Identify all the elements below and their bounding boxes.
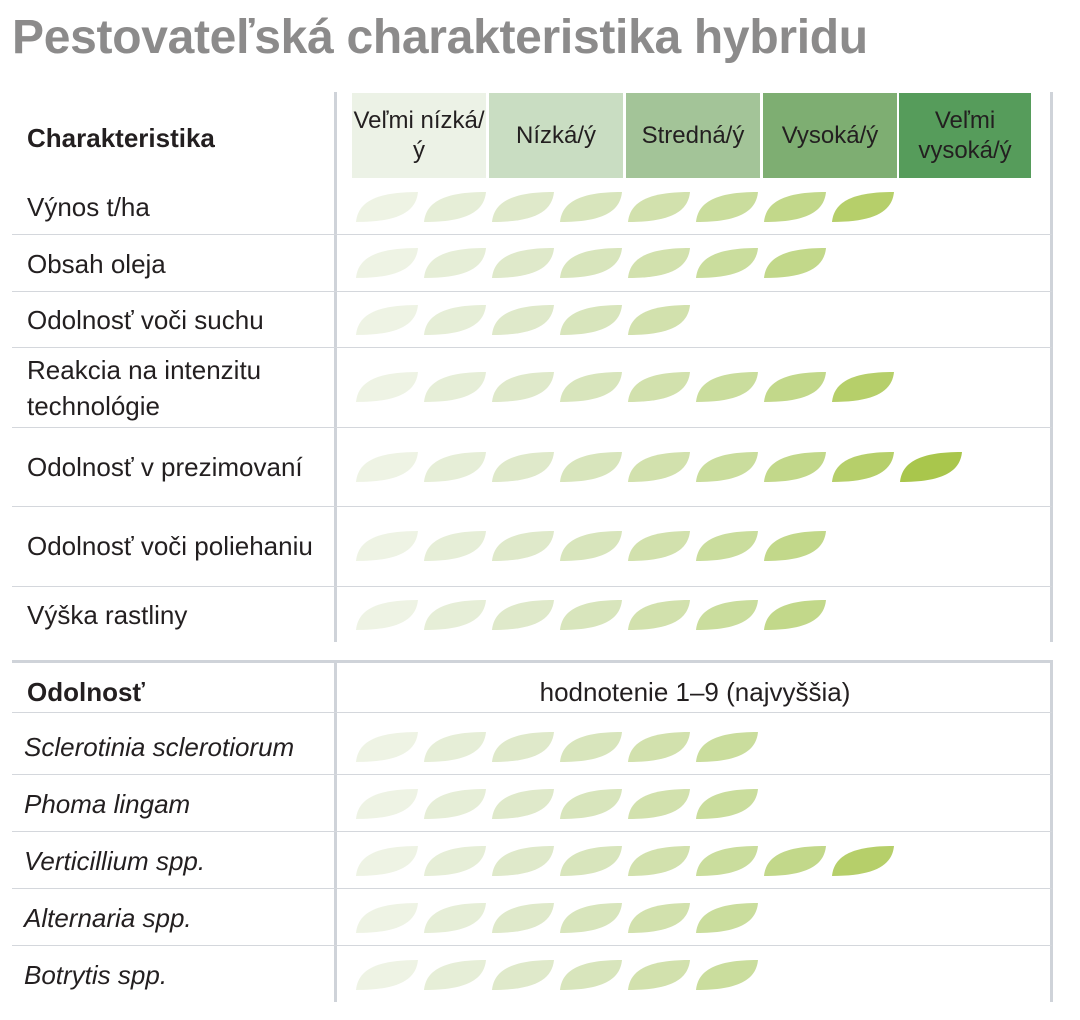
rating-leaf-icon [558,246,624,280]
level-high [763,93,897,178]
right-border [1050,662,1053,1002]
level-medium [626,93,760,178]
row-label [27,430,317,504]
rating-leaf-icon [354,598,420,632]
rating-leaf-icon [558,844,624,878]
rating-leaf-icon [354,450,420,484]
row-separator [12,291,1052,292]
rating-leaf-icon [558,958,624,992]
row-label-text: Reakcia na intenzitu technológie [27,355,262,421]
rating-leaf-icon [558,730,624,764]
rating-leaf-icon [422,370,488,404]
rating-leaf-icon [762,598,828,632]
rating-leaf-icon [422,958,488,992]
rating-leaf-icon [558,901,624,935]
rating-leaf-icon [354,730,420,764]
rating-leaf-icon [830,844,896,878]
rating-leaf-icon [490,190,556,224]
header-text: Odolnosť [27,677,145,707]
rating-leaf-icon [422,246,488,280]
row-label-text: Výška rastliny [27,600,188,630]
rating-leaf-icon [422,303,488,337]
row-label [24,725,329,769]
rating-leaf-icon [490,303,556,337]
rating-leaf-icon [354,190,420,224]
rating-leaf-icon [626,529,692,563]
rating-leaf-icon [558,450,624,484]
rating-leaf-icon [830,190,896,224]
rating-leaf-icon [354,303,420,337]
row-label [27,351,317,425]
rating-leaf-icon [898,450,964,484]
rating-leaf-icon [694,370,760,404]
rating-leaf-icon [354,901,420,935]
row-label-text: Odolnosť voči suchu [27,305,264,335]
rating-leaf-icon [354,787,420,821]
rating-leaf-icon [490,844,556,878]
row-label [24,839,329,883]
row-separator [12,945,1052,946]
rating-leaf-icon [354,958,420,992]
characteristics-header [27,118,215,158]
rating-leaf-icon [626,730,692,764]
rating-leaf-icon [626,901,692,935]
row-label [27,240,317,288]
rating-leaf-icon [558,370,624,404]
scale-note: hodnotenie 1–9 (najvyššia) [539,676,851,707]
column-divider [334,92,337,642]
row-separator [12,831,1052,832]
rating-leaf-icon [694,787,760,821]
column-divider [334,662,337,1002]
rating-leaf-icon [422,844,488,878]
rating-leaf-icon [490,901,556,935]
rating-leaf-icon [626,190,692,224]
row-label [27,509,317,583]
row-label-text: Výnos t/ha [27,192,150,222]
level-low [489,93,623,178]
row-label [24,782,329,826]
rating-leaf-icon [694,730,760,764]
rating-leaf-icon [762,190,828,224]
rating-leaf-icon [558,529,624,563]
rating-leaf-icon [422,450,488,484]
row-label [24,953,329,997]
rating-leaf-icon [694,958,760,992]
row-separator [12,347,1052,348]
rating-leaf-icon [490,787,556,821]
rating-leaf-icon [422,529,488,563]
rating-leaf-icon [626,787,692,821]
row-label [27,296,317,344]
rating-leaf-icon [762,450,828,484]
rating-leaf-icon [558,190,624,224]
row-label-text: Odolnosť v prezimovaní [27,452,303,482]
row-label-text: Verticillium spp. [24,846,206,876]
rating-leaf-icon [626,450,692,484]
row-separator [12,506,1052,507]
row-label-text: Obsah oleja [27,249,166,279]
rating-leaf-icon [626,958,692,992]
rating-leaf-icon [626,598,692,632]
page-title: Pestovateľská charakteristika hybridu [12,11,868,64]
rating-leaf-icon [694,450,760,484]
row-label-text: Alternaria spp. [24,903,192,933]
level-label: Vysoká/ý [781,121,879,149]
header-separator [12,712,1052,713]
row-separator [12,888,1052,889]
rating-leaf-icon [490,370,556,404]
level-label: Veľmi vysoká/ý [918,106,1012,164]
rating-leaf-icon [422,598,488,632]
rating-leaf-icon [490,730,556,764]
rating-leaf-icon [694,598,760,632]
rating-leaf-icon [762,529,828,563]
rating-leaf-icon [694,190,760,224]
rating-leaf-icon [490,529,556,563]
rating-leaf-icon [830,450,896,484]
row-separator [12,234,1052,235]
rating-leaf-icon [558,598,624,632]
rating-leaf-icon [422,787,488,821]
row-label-text: Odolnosť voči poliehaniu [27,531,313,561]
row-label [27,182,317,232]
rating-leaf-icon [354,246,420,280]
rating-leaf-icon [694,246,760,280]
rating-leaf-icon [626,246,692,280]
rating-leaf-icon [558,787,624,821]
row-label-text: Sclerotinia sclerotiorum [24,732,295,762]
rating-leaf-icon [626,303,692,337]
rating-leaf-icon [626,370,692,404]
rating-leaf-icon [762,844,828,878]
row-label-text: Botrytis spp. [24,960,168,990]
rating-leaf-icon [694,901,760,935]
rating-leaf-icon [558,303,624,337]
level-label: Veľmi nízká/ý [353,106,485,164]
rating-leaf-icon [694,844,760,878]
rating-leaf-icon [830,370,896,404]
level-very-low [352,93,486,178]
rating-leaf-icon [422,901,488,935]
row-label [24,896,329,940]
row-label [27,591,317,639]
right-border [1050,92,1053,642]
rating-leaf-icon [490,958,556,992]
rating-leaf-icon [490,450,556,484]
header-text: Charakteristika [27,123,215,153]
rating-leaf-icon [490,598,556,632]
section-divider [12,660,1053,663]
rating-leaf-icon [354,529,420,563]
rating-leaf-icon [354,370,420,404]
rating-leaf-icon [762,370,828,404]
rating-leaf-icon [422,190,488,224]
row-separator [12,774,1052,775]
rating-leaf-icon [422,730,488,764]
row-separator [12,586,1052,587]
resistance-header [27,672,145,712]
level-label: Nízká/ý [515,121,596,149]
rating-leaf-icon [626,844,692,878]
rating-leaf-icon [490,246,556,280]
row-label-text: Phoma lingam [24,789,191,819]
rating-leaf-icon [762,246,828,280]
rating-leaf-icon [354,844,420,878]
rating-leaf-icon [694,529,760,563]
level-label: Stredná/ý [641,121,745,149]
row-separator [12,427,1052,428]
level-very-high [899,93,1031,178]
